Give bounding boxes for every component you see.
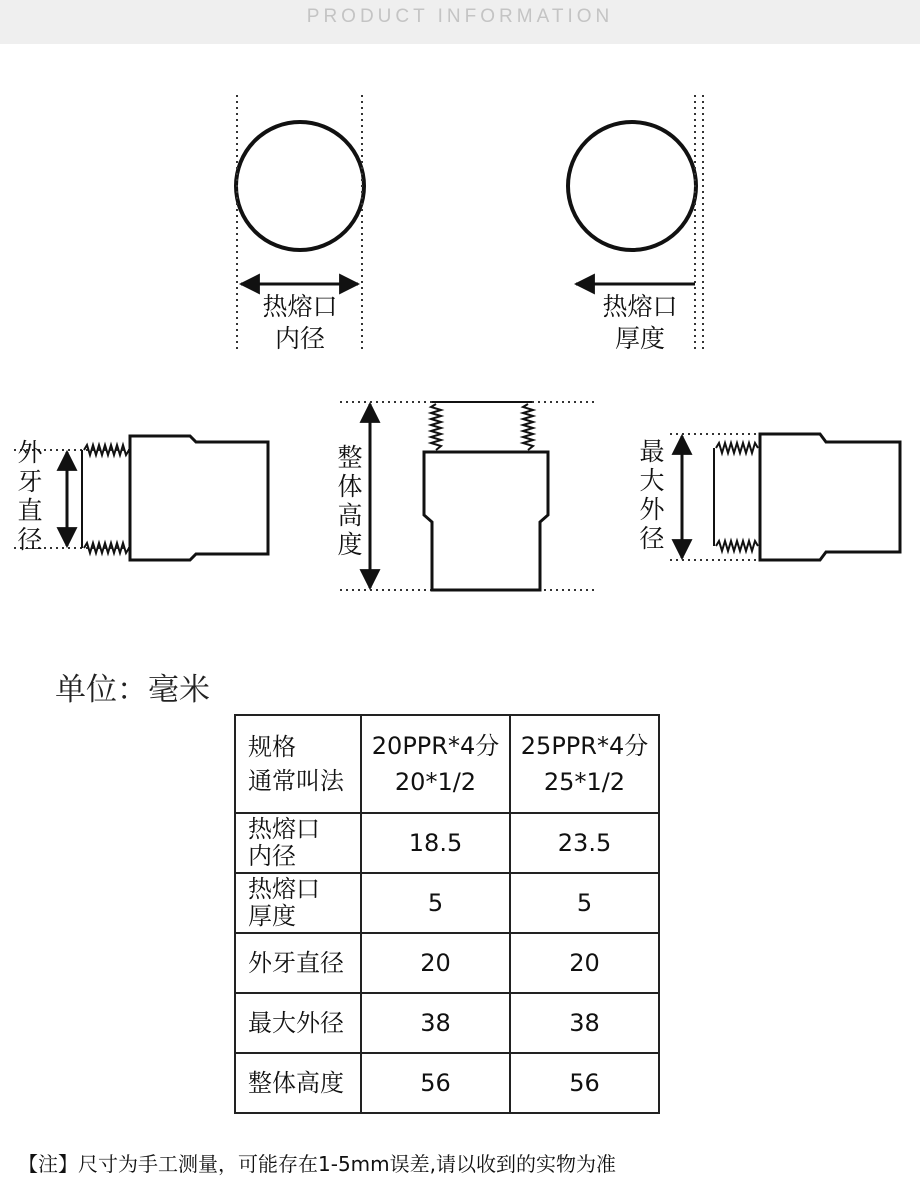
thickness-label-1: 热熔口 xyxy=(602,292,678,321)
header-subtitle: PRODUCT INFORMATION xyxy=(306,6,614,27)
table-row xyxy=(235,993,659,1053)
inner-diameter-figure xyxy=(236,95,364,353)
overall-height-char-3: 高 xyxy=(337,501,363,530)
thread-diameter-char-4: 径 xyxy=(17,525,43,554)
row-label-cell: 整体高度 xyxy=(235,1053,361,1113)
row-label-line1: 热熔口 xyxy=(248,815,320,843)
max-outer-diameter-char-3: 外 xyxy=(639,495,665,524)
table-row xyxy=(235,1053,659,1113)
row-label-line1: 热熔口 xyxy=(248,875,320,903)
header-label-cell xyxy=(235,715,361,813)
row-value-col2: 5 xyxy=(510,873,659,933)
table-header-row xyxy=(235,715,659,813)
inner-diameter-label-2: 内径 xyxy=(274,324,326,353)
row-value-col1: 38 xyxy=(361,993,510,1053)
thickness-figure xyxy=(568,95,703,353)
table-row xyxy=(235,873,659,933)
thread-diameter-figure xyxy=(14,436,270,560)
header-col2-cell xyxy=(510,715,659,813)
overall-height-char-4: 度 xyxy=(337,530,363,559)
row-label-line2: 内径 xyxy=(248,842,296,870)
header-label-line1: 规格 xyxy=(248,733,296,761)
row-label-line2: 厚度 xyxy=(248,902,296,930)
row-label-cell: 最大外径 xyxy=(235,993,361,1053)
row-label-cell: 外牙直径 xyxy=(235,933,361,993)
unit-label: 单位：毫米 xyxy=(55,672,210,708)
row-label-cell xyxy=(235,813,361,873)
thickness-label-2: 厚度 xyxy=(614,324,666,353)
overall-height-char-1: 整 xyxy=(337,443,363,472)
header-col1-line1: 20PPR*4分 xyxy=(371,732,500,760)
dimension-diagram xyxy=(0,44,920,604)
thread-diameter-char-2: 牙 xyxy=(17,467,43,496)
max-outer-diameter-char-2: 大 xyxy=(639,466,665,495)
header-col2-line2: 25*1/2 xyxy=(543,768,626,796)
row-value-col2: 56 xyxy=(510,1053,659,1113)
overall-height-char-2: 体 xyxy=(337,472,363,501)
thread-diameter-char-1: 外 xyxy=(17,438,43,467)
thread-diameter-char-3: 直 xyxy=(17,496,43,525)
row-value-col2: 20 xyxy=(510,933,659,993)
row-value-col2: 38 xyxy=(510,993,659,1053)
row-value-col1: 5 xyxy=(361,873,510,933)
row-value-col1: 18.5 xyxy=(361,813,510,873)
row-label-cell xyxy=(235,873,361,933)
table-row xyxy=(235,933,659,993)
max-outer-diameter-figure xyxy=(639,434,900,560)
inner-diameter-label-1: 热熔口 xyxy=(262,292,338,321)
measurement-note: 【注】尺寸为手工测量，可能存在1-5mm误差,请以收到的实物为准 xyxy=(18,1152,616,1176)
row-value-col1: 56 xyxy=(361,1053,510,1113)
header-col2-line1: 25PPR*4分 xyxy=(520,732,649,760)
max-outer-diameter-char-1: 最 xyxy=(639,437,665,466)
header-label-line2: 通常叫法 xyxy=(248,767,344,795)
header-col1-cell xyxy=(361,715,510,813)
spec-table xyxy=(234,714,660,1114)
max-outer-diameter-char-4: 径 xyxy=(639,524,665,553)
overall-height-figure xyxy=(337,402,598,590)
row-value-col2: 23.5 xyxy=(510,813,659,873)
row-value-col1: 20 xyxy=(361,933,510,993)
table-row xyxy=(235,813,659,873)
header-col1-line2: 20*1/2 xyxy=(394,768,477,796)
